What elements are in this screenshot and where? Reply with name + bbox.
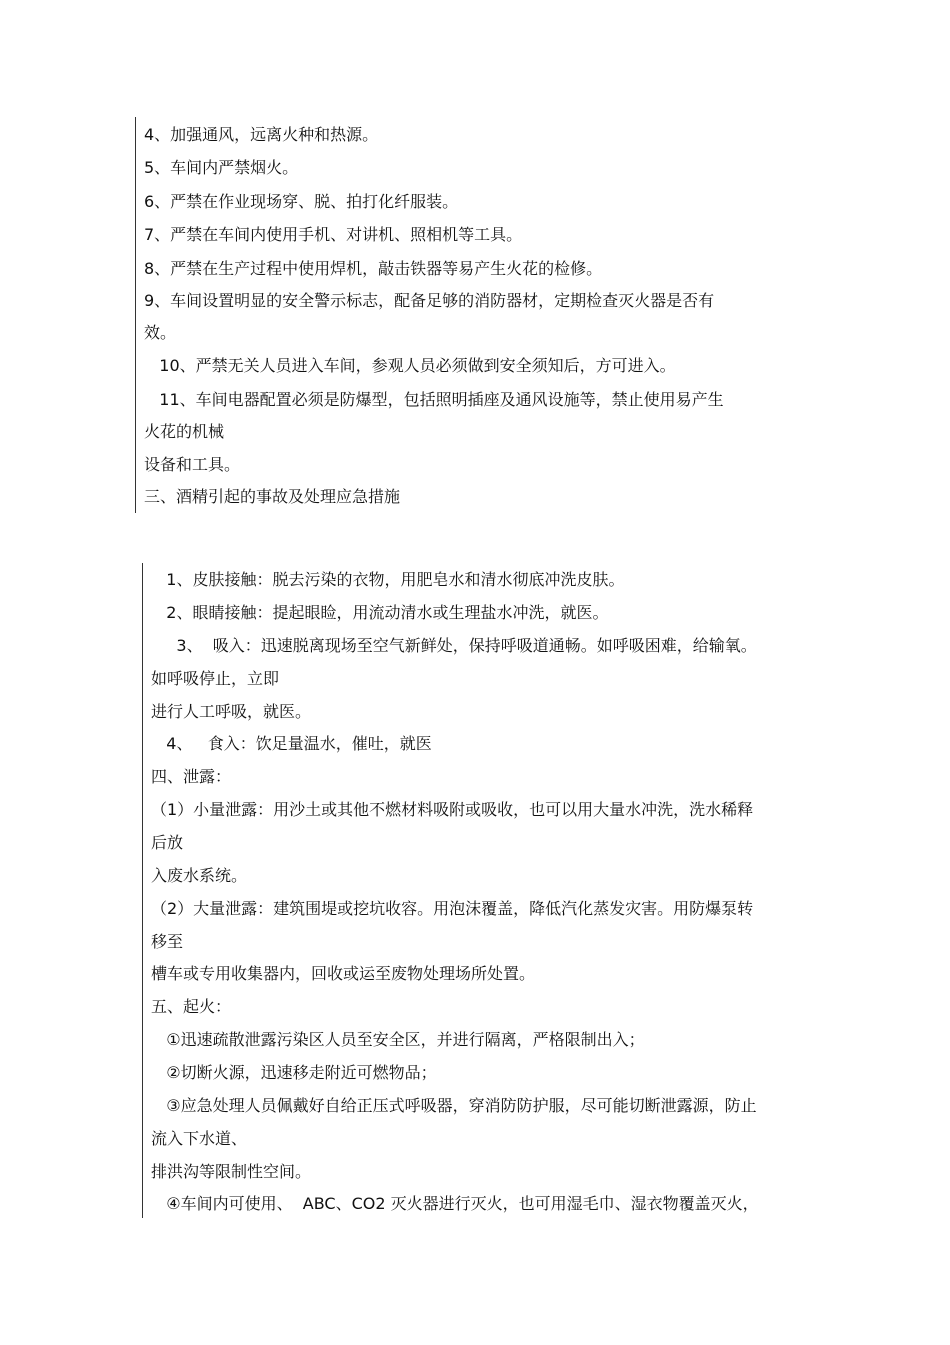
text-line: 效。: [144, 323, 177, 342]
text-line: 移至: [151, 932, 184, 951]
text-line: ③应急处理人员佩戴好自给正压式呼吸器，穿消防防护服，尽可能切断泄露源，防止: [151, 1096, 757, 1115]
text-line: 火花的机械: [144, 422, 225, 441]
text-line: 4、 食入：饮足量温水，催吐，就医: [151, 734, 432, 753]
text-line: 5、车间内严禁烟火。: [144, 158, 299, 177]
text-line: （2）大量泄露：建筑围堤或挖坑收容。用泡沫覆盖，降低汽化蒸发灾害。用防爆泵转: [151, 899, 754, 918]
text-line: 7、严禁在车间内使用手机、对讲机、照相机等工具。: [144, 225, 523, 244]
text-line: （1）小量泄露：用沙土或其他不燃材料吸附或吸收，也可以用大量水冲洗，洗水稀释: [151, 800, 754, 819]
text-line: 入废水系统。: [151, 866, 248, 885]
section-safety-measures: [135, 117, 836, 513]
text-line: 槽车或专用收集器内，回收或运至废物处理场所处置。: [151, 964, 536, 983]
text-line: 11、车间电器配置必须是防爆型，包括照明插座及通风设施等，禁止使用易产生: [144, 390, 724, 409]
section-heading: 四、泄露：: [151, 767, 232, 786]
section-heading: 三、酒精引起的事故及处理应急措施: [144, 487, 401, 506]
text-line: 6、严禁在作业现场穿、脱、拍打化纤服装。: [144, 192, 459, 211]
section-heading: 五、起火：: [151, 997, 232, 1016]
text-line: 9、车间设置明显的安全警示标志，配备足够的消防器材，定期检查灭火器是否有: [144, 291, 715, 310]
section-emergency-response: [142, 563, 843, 1218]
text-line: ②切断火源，迅速移走附近可燃物品；: [151, 1063, 437, 1082]
text-line: 进行人工呼吸，就医。: [151, 702, 312, 721]
text-line: 排洪沟等限制性空间。: [151, 1162, 312, 1181]
text-line: 流入下水道、: [151, 1129, 248, 1148]
text-line: ④车间内可使用、 ABC、CO2 灭火器进行灭火，也可用湿毛巾、湿衣物覆盖灭火，: [151, 1194, 759, 1213]
text-line: 后放: [151, 833, 184, 852]
text-line: 1、皮肤接触：脱去污染的衣物，用肥皂水和清水彻底冲洗皮肤。: [151, 570, 625, 589]
text-line: 3、 吸入：迅速脱离现场至空气新鲜处，保持呼吸道通畅。如呼吸困难，给输氧。: [151, 636, 757, 655]
text-line: ①迅速疏散泄露污染区人员至安全区，并进行隔离，严格限制出入；: [151, 1030, 645, 1049]
text-line: 2、眼睛接触：提起眼睑，用流动清水或生理盐水冲洗，就医。: [151, 603, 609, 622]
text-line: 设备和工具。: [144, 455, 241, 474]
text-line: 8、严禁在生产过程中使用焊机，敲击铁器等易产生火花的检修。: [144, 259, 603, 278]
text-line: 10、严禁无关人员进入车间，参观人员必须做到安全须知后，方可进入。: [144, 356, 676, 375]
text-line: 如呼吸停止，立即: [151, 669, 280, 688]
text-line: 4、加强通风，远离火种和热源。: [144, 125, 379, 144]
